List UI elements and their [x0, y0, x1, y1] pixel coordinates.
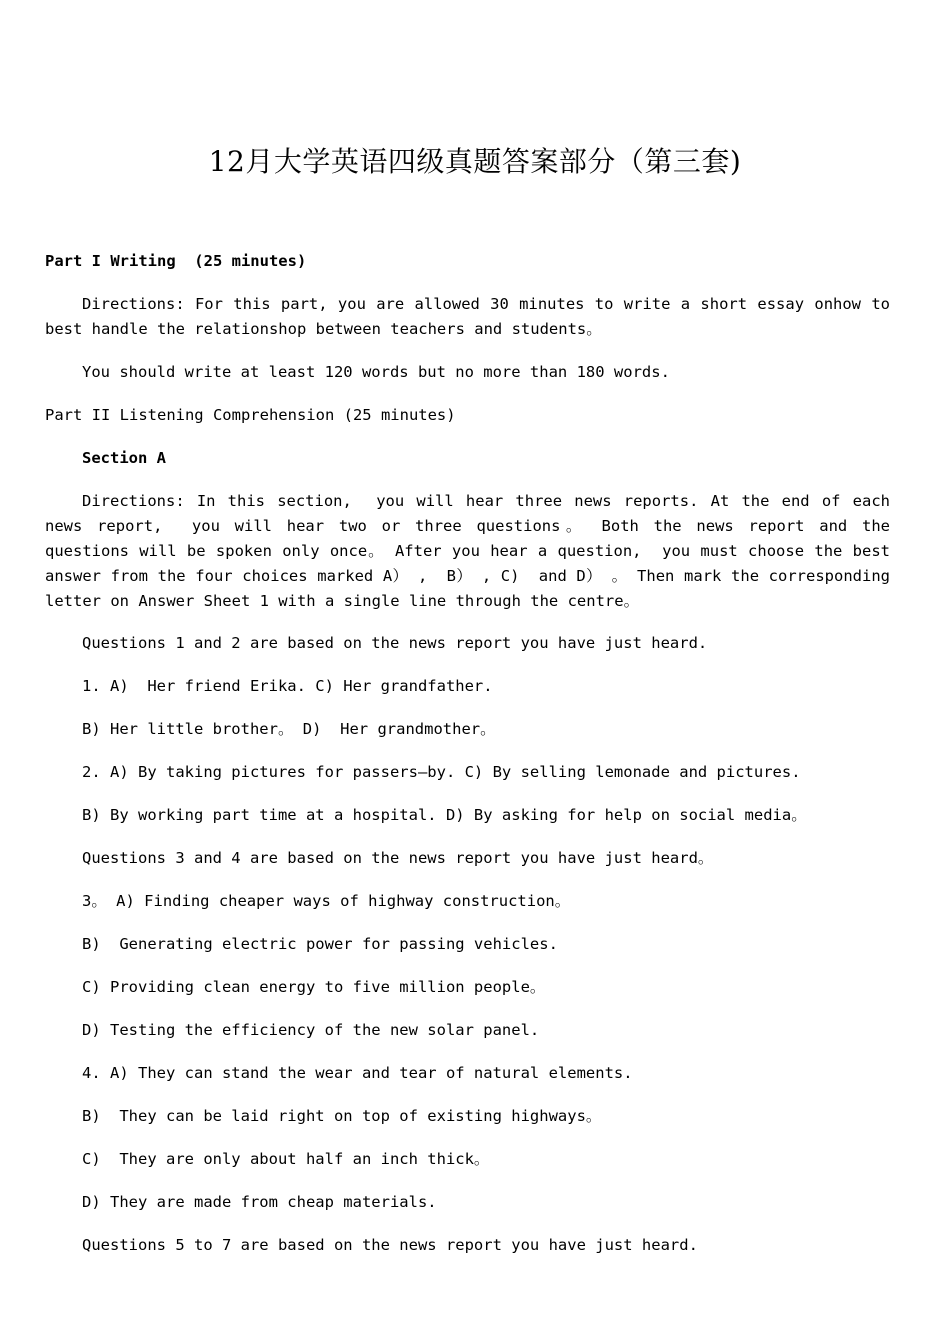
- question-3-option-a: 3。 A) Finding cheaper ways of highway construction。: [82, 892, 571, 910]
- part1-directions: Directions: For this part, you are allowed 30 minutes to write a short essay onhow to best handle the relationshop between teachers and students。: [45, 295, 900, 338]
- questions-5-7-intro: Questions 5 to 7 are based on the news report you have just heard.: [82, 1236, 698, 1254]
- question-2-options-bd: B) By working part time at a hospital. D) By asking for help on social media。: [82, 806, 807, 824]
- part2-heading: Part II Listening Comprehension (25 minutes): [45, 406, 456, 424]
- question-4-option-d: D) They are made from cheap materials.: [82, 1193, 437, 1211]
- question-4-option-c: C) They are only about half an inch thick。: [82, 1150, 490, 1168]
- question-2-options-ac: 2. A) By taking pictures for passers—by. C) By selling lemonade and pictures.: [82, 763, 801, 781]
- part1-heading: Part I Writing (25 minutes): [45, 252, 307, 270]
- section-a-heading: Section A: [82, 449, 166, 467]
- question-4-option-a: 4. A) They can stand the wear and tear of natural elements.: [82, 1064, 633, 1082]
- question-4-option-b: B) They can be laid right on top of existing highways。: [82, 1107, 602, 1125]
- part1-word-limit: You should write at least 120 words but no more than 180 words.: [82, 363, 670, 381]
- question-1-options-bd: B) Her little brother。 D) Her grandmother。: [82, 720, 496, 738]
- question-3-option-c: C) Providing clean energy to five million people。: [82, 978, 546, 996]
- question-3-option-d: D) Testing the efficiency of the new solar panel.: [82, 1021, 540, 1039]
- questions-3-4-intro: Questions 3 and 4 are based on the news report you have just heard。: [82, 849, 714, 867]
- question-1-options-ac: 1. A) Her friend Erika. C) Her grandfather.: [82, 677, 493, 695]
- document-title: 12月大学英语四级真题答案部分（第三套): [208, 145, 742, 178]
- questions-1-2-intro: Questions 1 and 2 are based on the news report you have just heard.: [82, 634, 708, 652]
- section-a-directions: Directions: In this section, you will hear three news reports. At the end of each news report, you will hear two or three questions。 Both the news report and the questions will be spoken only once。 After you hear a question, you must choose the best answer from the four choices marked A） , B） , C) and D） 。 Then mark the corresponding letter on Answer Sheet 1 with a single line through the centre。: [45, 492, 900, 610]
- question-3-option-b: B) Generating electric power for passing vehicles.: [82, 935, 558, 953]
